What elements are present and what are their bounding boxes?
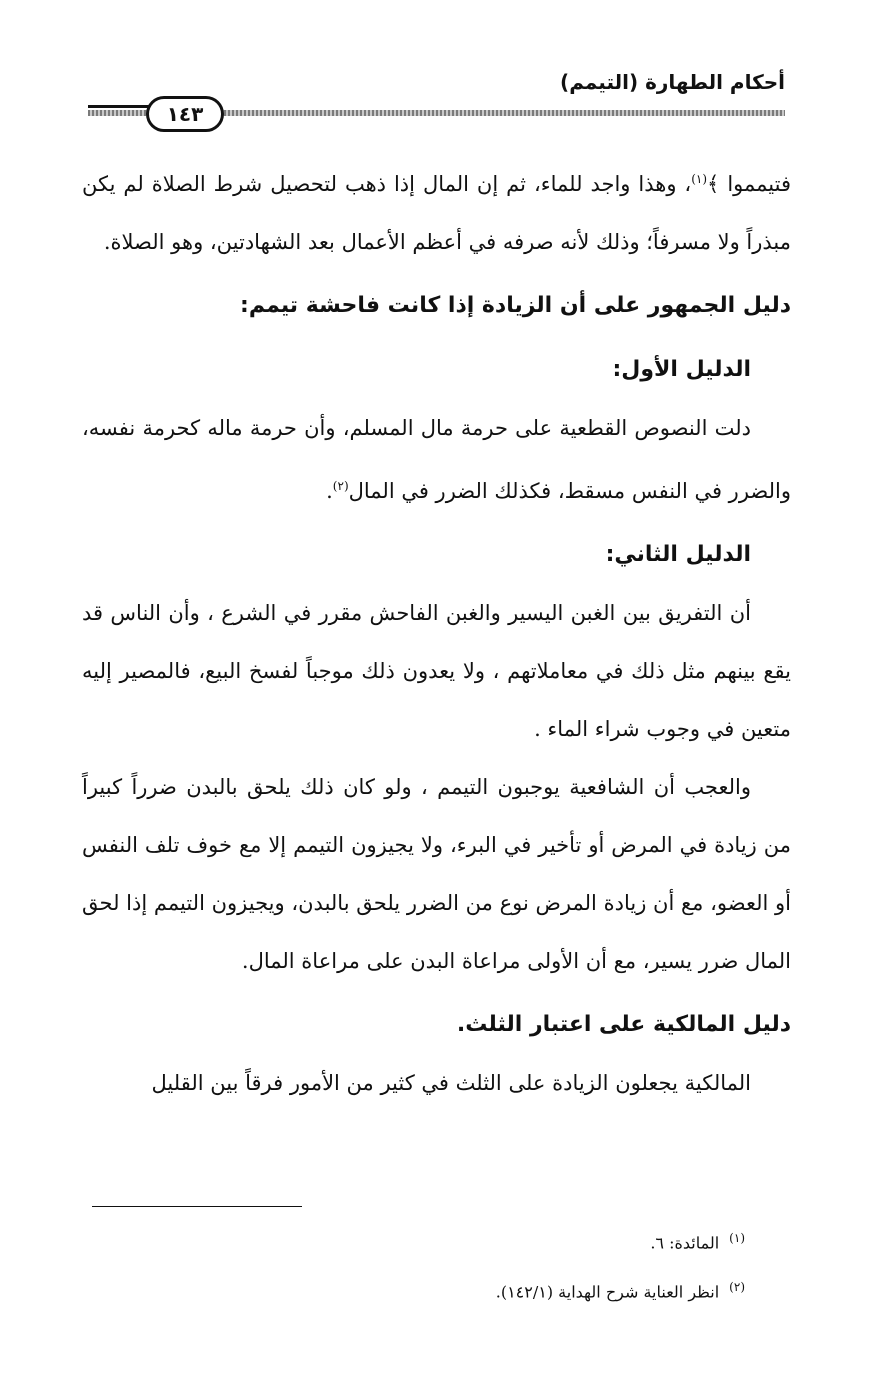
section-heading-malikis: دليل المالكية على اعتبار الثلث. [456, 1012, 791, 1037]
subheading-second-evidence: الدليل الثاني: [605, 542, 751, 567]
footnote-1-number: (١) [729, 1231, 745, 1245]
section-heading-majority: دليل الجمهور على أن الزيادة إذا كانت فاحشة تيمم: [240, 293, 791, 318]
running-title: أحكام الطهارة (التيمم) [560, 70, 785, 94]
paragraph-2 [82, 399, 791, 520]
paragraph-1-rest: ، وهذا واجد للماء، ثم إن المال إذا ذهب لتحصيل شرط الصلاة لم يكن مبذراً ولا مسرفاً؛ وذلك لأنه صرفه في أعظم الأعمال بعد الشهادتين، وهو الصلاة. [82, 172, 791, 254]
footnote-2-number: (٢) [729, 1280, 745, 1295]
footnote-1 [82, 1226, 745, 1255]
footnote-2-text: انظر العناية شرح الهداية (١٤٢/١). [495, 1282, 720, 1302]
paragraph-1 [82, 150, 791, 271]
footnote-separator [92, 1206, 302, 1207]
paragraph-2-start: دلت النصوص القطعية على حرمة مال المسلم، وأن حرمة ماله كحرمة نفسه، والضرر في النفس مسقط، فكذلك الضرر في المال [82, 416, 791, 503]
paragraph-3: أن التفريق بين الغبن اليسير والغبن الفاحش مقرر في الشرع ، وأن الناس قد يقع بينهم مثل ذلك في معاملاتهم ، ولا يعدون ذلك موجباً لفسخ البيع، فالمصير إليه متعين في وجوب شراء الماء . [82, 601, 791, 741]
paragraph-5: المالكية يجعلون الزيادة على الثلث في كثير من الأمور فرقاً بين القليل [151, 1071, 751, 1095]
page-header [88, 68, 785, 128]
footnote-ref-1: (١) [691, 172, 708, 186]
footnote-ref-2: (٢) [332, 479, 349, 493]
footnote-1-text: المائدة: ٦. [650, 1233, 720, 1253]
paragraph-1-start: فتيمموا ﴾ [707, 172, 791, 196]
footnotes [82, 1226, 745, 1325]
paragraph-2-end: . [326, 479, 333, 503]
footnote-2 [82, 1275, 745, 1304]
subheading-first-evidence: الدليل الأول: [612, 357, 751, 382]
page-number: ١٤٣ [146, 96, 224, 132]
paragraph-4: والعجب أن الشافعية يوجبون التيمم ، ولو كان ذلك يلحق بالبدن ضرراً كبيراً من زيادة في المرض أو تأخير في البرء، ولا يجيزون التيمم إلا مع خوف تلف النفس أو العضو، مع أن زيادة المرض نوع من الضرر يلحق بالبدن، ويجيزون التيمم إذا لحق المال ضرر يسير، مع أن الأولى مراعاة البدن على مراعاة المال. [82, 775, 791, 973]
page-body [82, 150, 791, 1112]
